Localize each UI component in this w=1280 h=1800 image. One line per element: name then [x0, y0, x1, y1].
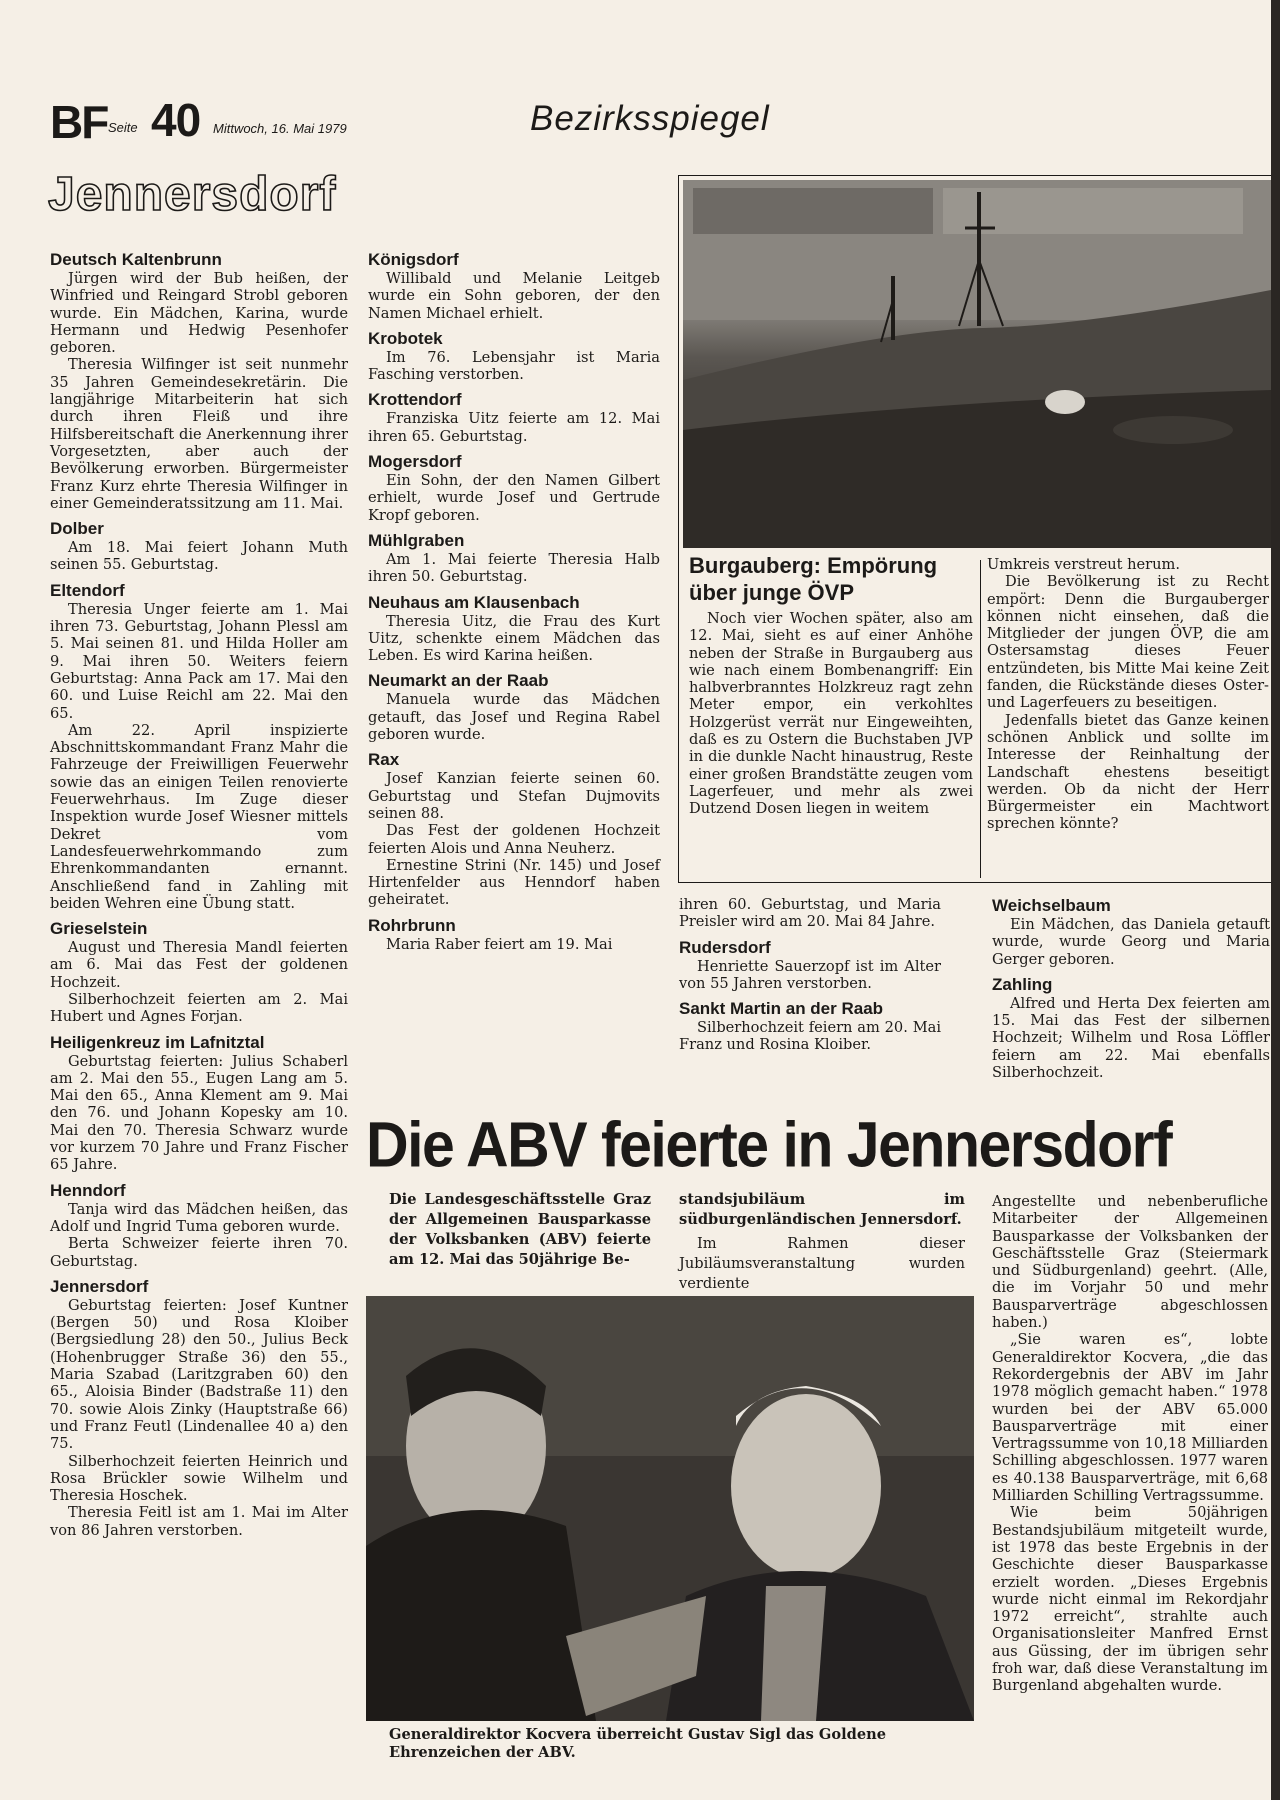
notice-text: Alfred und Herta Dex feierten am 15. Mai das Fest der silbernen Hochzeit; Wilhelm und Rosa Löffler feiern am 22. Mai ebenfalls Silberhochzeit. — [992, 994, 1270, 1082]
notice-text: Theresia Uitz, die Frau des Kurt Uitz, schenkte einem Mädchen das Leben. Es wird Karina heißen. — [368, 612, 660, 665]
place-heading: Rudersdorf — [679, 937, 771, 957]
place-heading: Sankt Martin an der Raab — [679, 999, 884, 1019]
notice-text: Geburtstag feierten: Josef Kuntner (Bergen 50) und Rosa Kloiber (Bergsiedlung 28) den 50., Julius Beck (Hohenbrugger Straße 36) den 55., Maria Szabad (Laritzgraben 60) den 65., Aloisia Binder (Badstraße 11) den 70. sowie Alois Zinky (Hauptstraße 66) und Franz Feutl (Lindenallee 40 a) den 75. — [50, 1296, 348, 1453]
burgauberg-article-right — [987, 556, 1269, 833]
abv-lead-cont — [679, 1190, 965, 1294]
page-header — [50, 95, 810, 147]
burgauberg-text: Noch vier Wochen später, also am 12. Mai, sieht es auf einer Anhöhe neben der Straße in Burgauberg aus wie nach einem Bombenangriff: Ein halbverbranntes Holzkreuz ragt zehn Meter empor, ein verkohltes Holzgerüst verrät nur Eingeweihten, daß es zu Ostern die Buchstaben JVP in die dunkle Nacht hinaustrug, Reste einer großen Brandstätte zeugen vom Lagerfeuer, und mehr als zwei Dutzend Dosen liegen in weitem — [689, 610, 973, 818]
abv-text: „Sie waren es“, lobte Generaldirektor Kocvera, „die das Rekordergebnis der ABV im Jahr 1978 möglich gemacht haben.“ 1978 wurden bei der ABV 65.000 Bausparverträge mit einer Vertragssumme von 10,18 Milliarden Schilling abgeschlossen. 1977 waren es 40.138 Bausparverträge, mit 6,68 Milliarden Schilling Vertragssumme. — [992, 1331, 1268, 1505]
page-number: 40 — [151, 94, 201, 146]
burnt-cross-photo — [683, 180, 1271, 548]
column-2 — [368, 250, 660, 953]
notice-text: Theresia Unger feierte am 1. Mai ihren 73. Geburtstag, Johann Plessl am 5. Mai seinen 81. und Hilda Holler am 9. Mai ihren 50. Weiters feiern Geburtstag: Anna Pack am 17. Mai den 60. und Luise Reichl am 22. Mai den 65. — [50, 600, 348, 722]
column-rule — [980, 560, 981, 878]
notice-text: Theresia Feitl ist am 1. Mai im Alter von 86 Jahren verstorben. — [50, 1504, 348, 1539]
abv-article-right — [992, 1193, 1268, 1695]
notice-text: Josef Kanzian feierte seinen 60. Geburtstag und Stefan Dujmovits seinen 88. — [368, 770, 660, 822]
place-heading: Königsdorf — [368, 250, 459, 269]
place-heading: Henndorf — [50, 1180, 126, 1200]
place-heading: Zahling — [992, 974, 1053, 994]
place-heading: Grieselstein — [50, 919, 148, 939]
place-heading: Dolber — [50, 519, 104, 539]
abv-text: Wie beim 50jährigen Bestandsjubiläum mitgeteilt wurde, ist 1978 das beste Ergebnis in der Geschichte dieser Bausparkasse erzielt worden. „Dieses Ergebnis wurde nicht einmal im Rekordjahr 1972 erreicht“, strahlte auch Organisationsleiter Manfred Ernst aus Güssing, der im übrigen sehr froh war, daß diese Veranstaltung im Burgenland abgehalten wurde. — [992, 1504, 1268, 1695]
place-heading: Deutsch Kaltenbrunn — [50, 250, 222, 269]
abv-headline: Die ABV feierte in Jennersdorf — [366, 1109, 1172, 1181]
place-heading: Rax — [368, 750, 400, 770]
award-ceremony-photo — [366, 1296, 974, 1721]
burgauberg-text: Umkreis verstreut herum. — [987, 556, 1181, 573]
place-heading: Mühlgraben — [368, 530, 465, 550]
place-heading: Krobotek — [368, 328, 443, 348]
notice-text: Theresia Wilfinger ist seit nunmehr 35 Jahren Gemeindesekretärin. Die langjährige Mitarbeiterin hat sich durch ihren Fleiß und ihre Hilfsbereitschaft die Anerkennung ihrer Vorgesetzten, aber auch der Bevölkerung erworben. Bürgermeister Franz Kurz ehrte Theresia Wilfinger in einer Gemeinderatssitzung am 11. Mai. — [50, 356, 348, 512]
notice-text: Henriette Sauerzopf ist im Alter von 55 Jahren verstorben. — [679, 957, 941, 992]
section-title: Bezirksspiegel — [530, 99, 770, 138]
place-heading: Krottendorf — [368, 390, 462, 410]
district-title: Jennersdorf — [48, 168, 337, 221]
place-heading: Mogersdorf — [368, 452, 462, 472]
page-label: Seite — [108, 120, 138, 135]
page-edge — [1271, 0, 1280, 1800]
notice-text: Am 18. Mai feiert Johann Muth seinen 55. Geburtstag. — [50, 539, 348, 574]
place-heading: Neuhaus am Klausenbach — [368, 592, 580, 612]
notice-text: Silberhochzeit feierten am 2. Mai Hubert und Agnes Forjan. — [50, 990, 348, 1026]
notice-text: Franziska Uitz feierte am 12. Mai ihren 65. Geburtstag. — [368, 410, 660, 445]
notice-text: Geburtstag feierten: Julius Schaberl am 2. Mai den 55., Eugen Lang am 5. Mai den 65., Anna Klement am 9. Mai den 76. und Johann Kopesky am 10. Mai den 70. Theresia Schwarz wurde vor kurzem 70 Jahre und Franz Fischer 65 Jahre. — [50, 1052, 348, 1174]
burgauberg-text: Jedenfalls bietet das Ganze keinen schönen Anblick und sollte im Interesse der Reinhaltung der Landschaft ehestens beseitigt werden. Ob da nicht der Herr Bürgermeister ein Machtwort sprechen könnte? — [987, 711, 1269, 833]
abv-text: Angestellte und nebenberufliche Mitarbeiter der Allgemeinen Bausparkasse der Volksbanken der Geschäftsstelle Graz (Steiermark und Südburgenland) geehrt. (Alle, die im Vorjahr 50 und mehr Bausparverträge abgeschlossen haben.) — [992, 1193, 1268, 1332]
place-heading: Rohrbrunn — [368, 915, 456, 935]
place-heading: Eltendorf — [50, 580, 125, 600]
column-1 — [50, 250, 348, 1539]
notice-text: Silberhochzeit feiern am 20. Mai Franz und Rosina Kloiber. — [679, 1019, 941, 1054]
notice-text: ihren 60. Geburtstag, und Maria Preisler wird am 20. Mai 84 Jahre. — [679, 896, 941, 931]
issue-date: Mittwoch, 16. Mai 1979 — [213, 121, 347, 136]
notice-text: Willibald und Melanie Leitgeb wurde ein Sohn geboren, der den Namen Michael erhielt. — [368, 270, 660, 322]
place-heading: Weichselbaum — [992, 896, 1111, 915]
notice-text: Jürgen wird der Bub heißen, der Winfried und Reingard Strobl geboren wurde. Ein Mädchen, Karina, wurde Hermann und Hedwig Pesenhofer geboren. — [50, 270, 348, 357]
photo-caption: Generaldirektor Kocvera überreicht Gustav Sigl das Goldene Ehrenzeichen der ABV. — [389, 1726, 887, 1761]
abv-lead-bold-cont: standsjubiläum im südburgenländischen Jennersdorf. — [679, 1191, 965, 1228]
place-heading: Jennersdorf — [50, 1276, 149, 1296]
place-heading: Neumarkt an der Raab — [368, 671, 549, 691]
notice-text: Im 76. Lebensjahr ist Maria Fasching verstorben. — [368, 348, 660, 384]
burgauberg-headline: Burgauberg: Empörung über junge ÖVP — [689, 553, 938, 605]
notice-text: Manuela wurde das Mädchen getauft, das Josef und Regina Rabel geboren wurde. — [368, 691, 660, 744]
column-4 — [992, 896, 1270, 1081]
place-heading: Heiligenkreuz im Lafnitztal — [50, 1032, 265, 1052]
notice-text: Ernestine Strini (Nr. 145) und Josef Hirtenfelder aus Henndorf haben geheiratet. — [368, 856, 660, 909]
abv-lead-text: Im Rahmen dieser Jubiläumsveranstaltung wurden verdiente — [679, 1235, 965, 1292]
burgauberg-text: Die Bevölkerung ist zu Recht empört: Denn die Burgauberger können nicht einsehen, daß die Mitglieder der jungen ÖVP, die am Ostersamstag dieses Feuer entzündeten, bis Mitte Mai keine Zeit fanden, die Rückstände dieses Oster- und Lagerfeuers zu beseitigen. — [987, 573, 1269, 712]
notice-text: Das Fest der goldenen Hochzeit feierten Alois und Anna Neuherz. — [368, 822, 660, 857]
notice-text: Ein Sohn, der den Namen Gilbert erhielt, wurde Josef und Gertrude Kropf geboren. — [368, 472, 660, 524]
notice-text: Ein Mädchen, das Daniela getauft wurde, wurde Georg und Maria Gerger geboren. — [992, 916, 1270, 968]
column-3 — [679, 896, 941, 1054]
abv-lead-bold: Die Landesgeschäftsstelle Graz der Allgemeinen Bausparkasse der Volksbanken (ABV) feierte am 12. Mai das 50jährige Be- — [389, 1191, 651, 1268]
notice-text: Silberhochzeit feierten Heinrich und Rosa Brückler sowie Wilhelm und Theresia Hoschek. — [50, 1452, 348, 1505]
notice-text: Tanja wird das Mädchen heißen, das Adolf und Ingrid Tuma geboren wurde. — [50, 1200, 348, 1235]
notice-text: Am 22. April inspizierte Abschnittskommandant Franz Mahr die Fahrzeuge der Freiwilligen Feuerwehr sowie das an einigen Teilen renovierte Feuerwehrhaus. Im Zuge dieser Inspektion wurde Josef Wiesner mittels Dekret vom Landesfeuerwehrkommando zum Ehrenkommandanten ernannt. Anschließend fand in Zahling mit beiden Wehren eine Übung statt. — [50, 721, 348, 912]
notice-text: Maria Raber feiert am 19. Mai — [386, 935, 613, 953]
burgauberg-article-left — [689, 552, 973, 818]
notice-text: August und Theresia Mandl feierten am 6. Mai das Fest der goldenen Hochzeit. — [50, 939, 348, 991]
paper-logo: BF — [50, 96, 108, 148]
notice-text: Berta Schweizer feierte ihren 70. Geburtstag. — [50, 1235, 348, 1270]
notice-text: Am 1. Mai feierte Theresia Halb ihren 50. Geburtstag. — [368, 550, 660, 586]
